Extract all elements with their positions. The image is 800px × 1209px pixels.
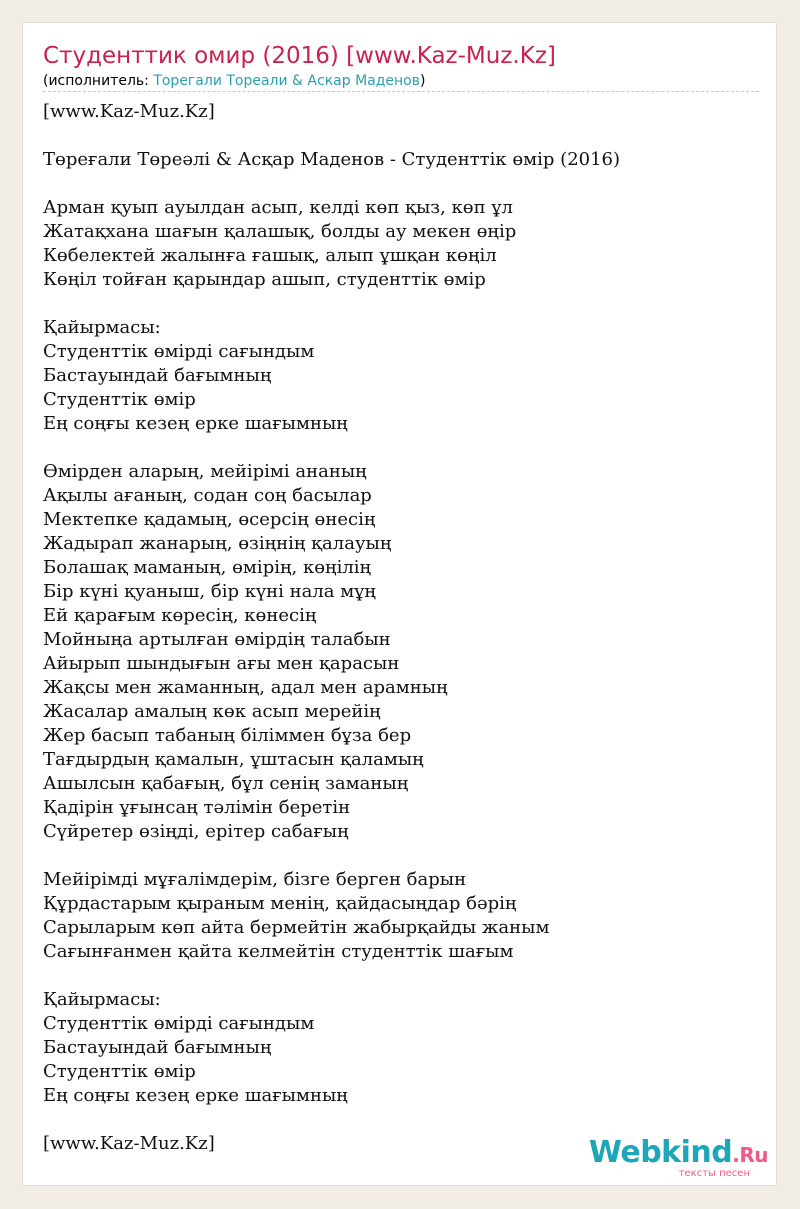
lyric-line: Бастауындай бағымның [43, 365, 272, 386]
lyric-line: Жақсы мен жаманның, адал мен арамның [43, 677, 448, 698]
artist-prefix: (исполнитель: [43, 73, 154, 89]
lyric-line: Студенттік өмір [43, 1061, 196, 1082]
lyric-line: Ақылы ағаның, содан соң басылар [43, 485, 372, 506]
lyric-line: Сүйретер өзіңді, ерітер сабағың [43, 821, 349, 842]
lyric-line: Төреғали Төреәлі & Асқар Маденов - Студенттік өмір (2016) [43, 149, 621, 170]
lyric-line: Мектепке қадамың, өсерсің өнесің [43, 509, 376, 530]
lyric-line: Жатақхана шағын қалашық, болды ау мекен өңір [43, 221, 517, 242]
lyric-blank-line [43, 292, 620, 316]
lyric-blank-line [43, 964, 620, 988]
lyric-blank-line [43, 124, 620, 148]
lyric-blank-line [43, 844, 620, 868]
lyric-line: Сағынғанмен қайта келмейтін студенттік шағым [43, 941, 514, 962]
lyric-line: Сарыларым көп айта бермейтін жабырқайды жаным [43, 917, 550, 938]
lyric-line: Ең соңғы кезең ерке шағымның [43, 413, 348, 434]
lyric-blank-line [43, 172, 620, 196]
lyric-line: Көңіл тойған қарындар ашып, студенттік өмір [43, 269, 486, 290]
lyric-line: Ей қарағым көресің, көнесің [43, 605, 317, 626]
page-title: Студенттик омир (2016) [www.Kaz-Muz.Kz] [43, 43, 556, 69]
lyric-line: Арман қуып ауылдан асып, келді көп қыз, көп ұл [43, 197, 513, 218]
lyrics-body [43, 100, 620, 1156]
lyric-line: Бастауындай бағымның [43, 1037, 272, 1058]
artist-link[interactable]: Торегали Тореали & Аскар Маденов [153, 73, 420, 89]
lyric-line: Өмірден аларың, мейірімі ананың [43, 461, 367, 482]
lyric-line: Студенттік өмірді сағындым [43, 341, 315, 362]
lyric-line: Мойныңа артылған өмірдің талабын [43, 629, 391, 650]
lyric-blank-line [43, 1108, 620, 1132]
artist-suffix: ) [420, 73, 426, 89]
lyric-line: Жасалар амалың көк асып мерейің [43, 701, 381, 722]
lyric-line: Қадірін ұғынсаң тәлімін беретін [43, 797, 351, 818]
lyric-line: [www.Kaz-Muz.Kz] [43, 101, 215, 122]
logo-tagline: тексты песен [678, 1168, 750, 1179]
lyric-line: Тағдырдың қамалын, ұштасын қаламың [43, 749, 424, 770]
lyric-line: Қайырмасы: [43, 317, 161, 338]
lyric-line: Жер басып табаның біліммен бұза бер [43, 725, 412, 746]
site-logo[interactable] [589, 1137, 768, 1179]
lyric-line: Ең соңғы кезең ерке шағымның [43, 1085, 348, 1106]
logo-tld: .Ru [732, 1143, 768, 1167]
lyric-line: Айырып шындығын ағы мен қарасын [43, 653, 400, 674]
lyrics-card [22, 22, 777, 1186]
lyric-line: Жадырап жанарың, өзіңнің қалауың [43, 533, 392, 554]
lyric-line: Бір күні қуаныш, бір күні нала мұң [43, 581, 376, 602]
lyric-line: Ашылсын қабағың, бұл сенің заманың [43, 773, 409, 794]
lyric-line: [www.Kaz-Muz.Kz] [43, 1133, 215, 1154]
lyric-line: Көбелектей жалынға ғашық, алып ұшқан көңіл [43, 245, 497, 266]
artist-line [43, 72, 425, 90]
lyric-line: Қайырмасы: [43, 989, 161, 1010]
lyric-line: Студенттік өмір [43, 389, 196, 410]
lyric-line: Студенттік өмірді сағындым [43, 1013, 315, 1034]
lyric-blank-line [43, 436, 620, 460]
divider [43, 91, 759, 92]
logo-name: Webkind [588, 1135, 733, 1170]
lyric-line: Құрдастарым қыраным менің, қайдасыңдар бәрің [43, 893, 517, 914]
logo-wordmark [589, 1137, 768, 1171]
lyric-line: Мейірімді мұғалімдерім, бізге берген барын [43, 869, 467, 890]
lyric-line: Болашақ маманың, өмірің, көңілің [43, 557, 372, 578]
